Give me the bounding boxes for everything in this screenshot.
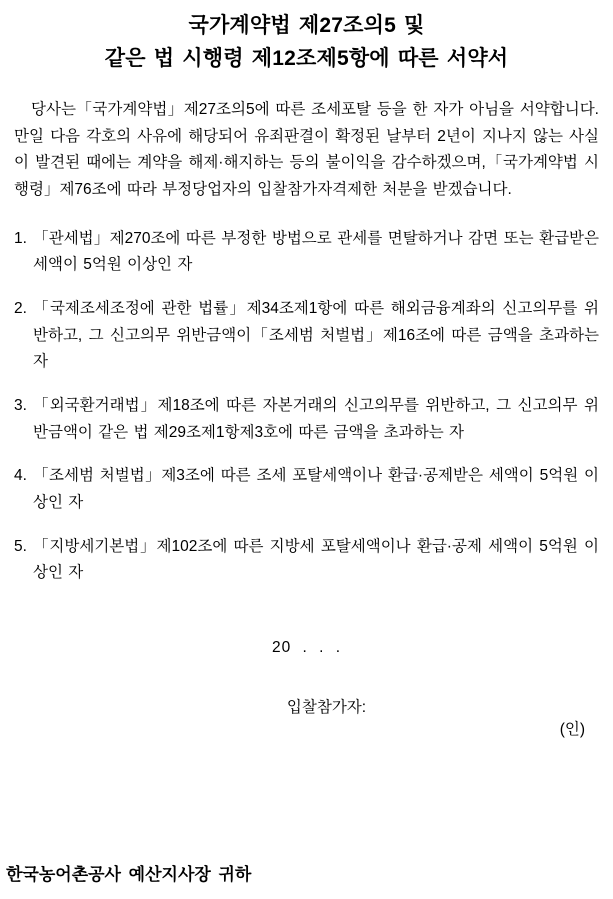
clause-number: 5. xyxy=(14,537,27,555)
clause-text: 「조세범 처벌법」제3조에 따른 조세 포탈세액이나 환급·공제받은 세액이 5억원 이상인 자 xyxy=(33,467,599,511)
signer-label: 입찰참가자: xyxy=(286,698,367,716)
list-item xyxy=(14,534,599,587)
intro-paragraph: 당사는「국가계약법」제27조의5에 따른 조세포탈 등을 한 자가 아님을 서약합니다. 만일 다음 각호의 사유에 해당되어 유죄판결이 확정된 날부터 2년이 지나지 않는 사실이 발견된 때에는 계약을 해제·해지하는 등의 불이익을 감수하겠으며,「국가계약법 시행령」제76조에 따라 부정당업자의 입찰참가자격제한 처분을 받겠습니다. xyxy=(14,101,599,199)
title-line-2: 같은 법 시행령 제12조제5항에 따른 서약서 xyxy=(104,46,509,70)
title-line-1: 국가계약법 제27조의5 및 xyxy=(188,14,425,37)
date-line: 20 . . . xyxy=(271,638,342,656)
list-item xyxy=(14,393,599,446)
document-title xyxy=(14,10,599,75)
list-item xyxy=(14,226,599,279)
clause-list xyxy=(14,226,599,587)
clause-number: 3. xyxy=(14,397,27,414)
clause-text: 「지방세기본법」제102조에 따른 지방세 포탈세액이나 환급·공제 세액이 5억원 이상인 자 xyxy=(33,537,599,582)
document-footer: 한국농어촌공사 예산지사장 귀하 xyxy=(6,865,252,884)
signature-row xyxy=(14,695,599,738)
clause-number: 2. xyxy=(14,300,27,318)
clause-number: 4. xyxy=(14,467,27,485)
clause-text: 「국제조세조정에 관한 법률」제34조제1항에 따른 해외금융계좌의 신고의무를 위반하고, 그 신고의무 위반금액이「조세범 처벌법」제16조에 따른 금액을 초과하는 자 xyxy=(33,300,599,371)
clause-text: 「외국환거래법」제18조에 따른 자본거래의 신고의무를 위반하고, 그 신고의무 위반금액이 같은 법 제29조제1항제3호에 따른 금액을 초과하는 자 xyxy=(33,397,599,441)
clause-text: 「관세법」제270조에 따른 부정한 방법으로 관세를 면탈하거나 감면 또는 환급받은 세액이 5억원 이상인 자 xyxy=(33,229,599,274)
list-item xyxy=(14,463,599,516)
clause-number: 1. xyxy=(14,229,27,247)
seal-mark: (인) xyxy=(559,720,585,738)
list-item xyxy=(14,296,599,376)
signer-block xyxy=(14,695,599,717)
